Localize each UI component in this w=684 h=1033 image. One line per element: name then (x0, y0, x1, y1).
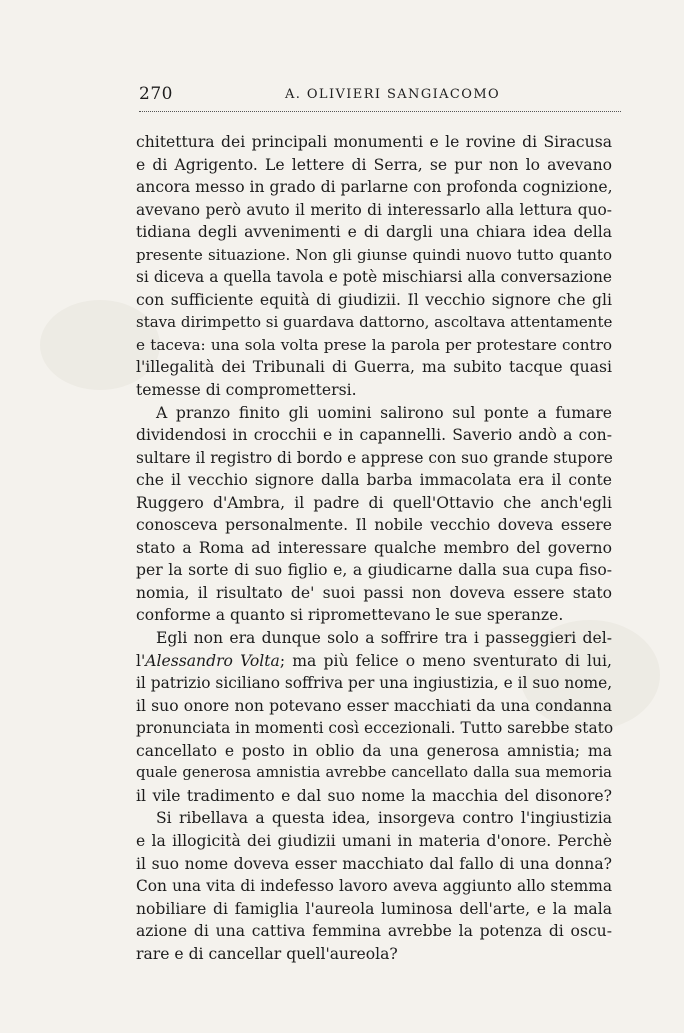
text-line: l'illegalità dei Tribunali di Guerra, ma subito tacque quasi (136, 358, 612, 377)
text-line: avevano però avuto il merito di interessarlo alla lettura quo- (136, 200, 612, 219)
text-line: il suo onore non potevano esser macchiati da una condanna (136, 696, 612, 715)
text-line: conforme a quanto si ripromettevano le sue speranze. (136, 606, 564, 625)
text-line: con sufficiente equità di giudizii. Il vecchio signore che gli (136, 290, 612, 309)
text-line: il patrizio siciliano soffriva per una ingiustizia, e il suo nome, (136, 674, 613, 693)
text-line: si diceva a quella tavola e potè mischiarsi alla conversazione (136, 268, 612, 287)
text-line: l'Alessandro Volta; ma più felice o meno sventurato di lui, (136, 651, 612, 670)
text-line: ancora messo in grado di parlarne con profonda cognizione, (136, 178, 613, 197)
header-rule (139, 111, 621, 112)
text-line: chitettura dei principali monumenti e le rovine di Siracusa (136, 133, 612, 151)
text-line: presente situazione. Non gli giunse quindi nuovo tutto quanto (136, 245, 612, 264)
text-line: azione di una cattiva femmina avrebbe la potenza di oscu- (136, 922, 612, 941)
text-line: stava dirimpetto si guardava dattorno, ascoltava attentamente (136, 313, 613, 332)
text-line: e taceva: una sola volta prese la parola per protestare contro (136, 335, 612, 354)
text-line: il vile tradimento e dal suo nome la macchia del disonore? (136, 786, 612, 805)
text-line: che il vecchio signore dalla barba immacolata era il conte (136, 471, 612, 490)
text-line: conosceva personalmente. Il nobile vecchio doveva essere (136, 516, 612, 535)
text-line: Ruggero d'Ambra, il padre di quell'Ottavio che anch'egli (136, 493, 612, 512)
text-line: rare e di cancellar quell'aureola? (136, 944, 398, 963)
text-line: Si ribellava a questa idea, insorgeva contro l'ingiustizia (156, 809, 612, 828)
text-line: il suo nome doveva esser macchiato dal fallo di una donna? (136, 854, 612, 873)
text-line: e di Agrigento. Le lettere di Serra, se pur non lo avevano (136, 155, 612, 174)
ship-name: Alessandro Volta (145, 651, 280, 670)
text-line: dividendosi in crocchii e in capannelli. Saverio andò a con- (136, 426, 612, 445)
text-line: Con una vita di indefesso lavoro aveva aggiunto allo stemma (136, 877, 612, 896)
text-line: Egli non era dunque solo a soffrire tra i passeggieri del- (156, 629, 612, 648)
text-line: temesse di compromettersi. (136, 381, 357, 400)
text-line: nomia, il risultato de' suoi passi non doveva essere stato (136, 583, 612, 602)
text-line: pronunciata in momenti così eccezionali. Tutto sarebbe stato (136, 719, 614, 738)
text-line: cancellato e posto in oblio da una generosa amnistia; ma (136, 741, 612, 760)
text-line: nobiliare di famiglia l'aureola luminosa dell'arte, e la mala (136, 899, 612, 918)
page-header (139, 84, 621, 108)
text-line: e la illogicità dei giudizii umani in materia d'onore. Perchè (136, 831, 612, 850)
text-line: quale generosa amnistia avrebbe cancellato dalla sua memoria (136, 764, 612, 782)
page-number: 270 (139, 84, 173, 104)
text-line: A pranzo finito gli uomini salirono sul ponte a fumare (156, 403, 612, 422)
text-line: sultare il registro di bordo e apprese con suo grande stupore (136, 448, 613, 467)
text-line: stato a Roma ad interessare qualche membro del governo (136, 538, 612, 557)
running-head: A. OLIVIERI SANGIACOMO (285, 87, 501, 102)
body-text (136, 131, 612, 965)
text-line: per la sorte di suo figlio e, a giudicarne dalla sua cupa fiso- (136, 561, 612, 580)
text-line: tidiana degli avvenimenti e di dargli una chiara idea della (136, 223, 612, 242)
